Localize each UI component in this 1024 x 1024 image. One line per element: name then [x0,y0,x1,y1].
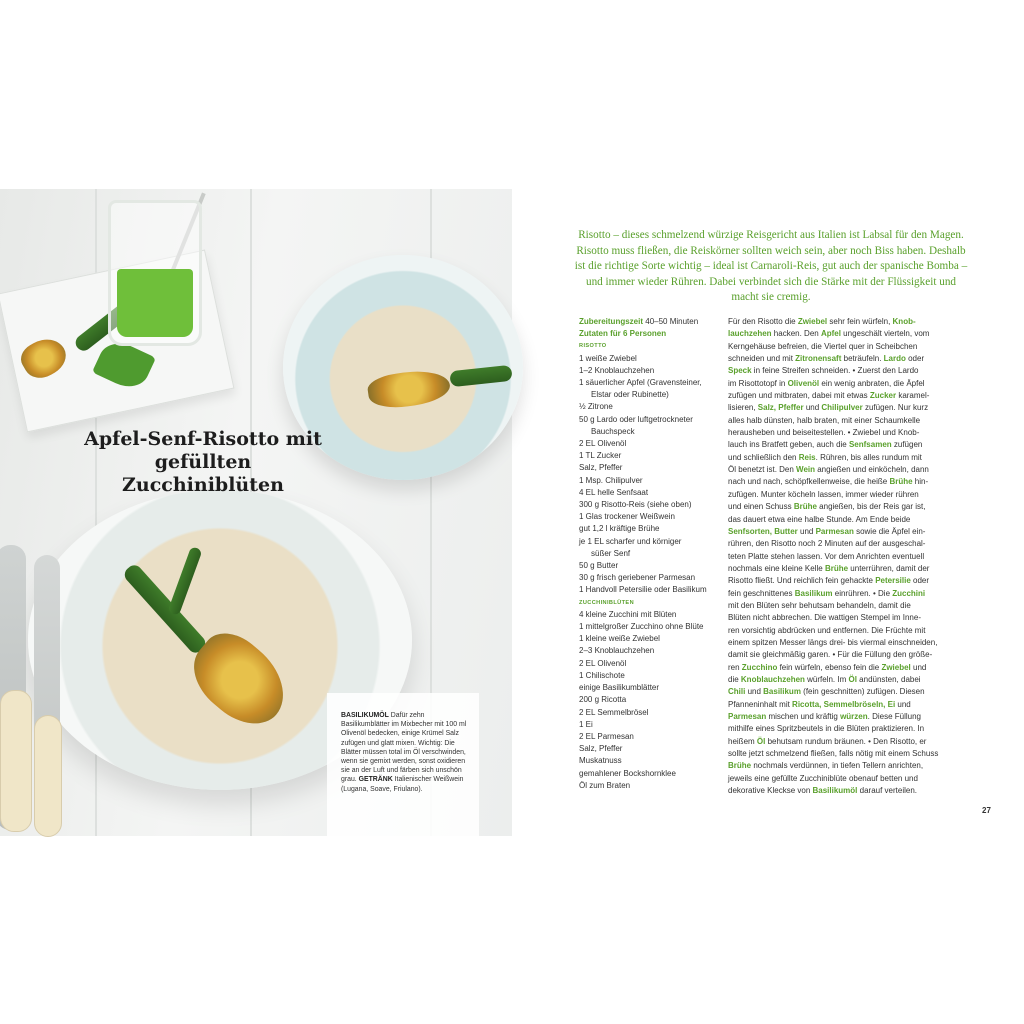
instruction-line [728,328,952,340]
instruction-line [728,551,952,563]
ingredient-highlight: Ricotta, Semmelbröseln, Ei [792,699,896,709]
ingredient-item: 50 g Butter [579,561,619,571]
instruction-text: damit sie gleichmäßig garen. • Für die Füllung den größe- [728,650,933,660]
instruction-text: dekorative Kleckse von [728,786,813,796]
ingredient-highlight: Zwiebel [881,662,911,672]
ingredient-item: 30 g frisch geriebener Parmesan [579,573,696,583]
instruction-text: mischen und kräftig [766,712,841,721]
servings: Zutaten für 6 Personen [579,329,667,339]
instruction-text: einrühren. • Die [832,588,893,598]
instruction-line [728,402,952,414]
instruction-text: hacken. Den [771,329,821,339]
instruction-line [728,476,952,488]
instruction-text: (fein geschnitten) zufügen. Diesen [800,687,925,697]
instruction-text: teten Platte stehen lassen. Vor dem Anrichten eventuell [728,551,925,561]
ingredient-item: 1 TL Zucker [579,451,622,461]
ingredient-highlight: Knoblauchzehen [740,674,805,684]
instruction-text: beträufeln. [841,354,884,364]
ingredient-highlight: Brühe [824,563,849,573]
instruction-text: zufügen. Nur kurz [862,403,929,413]
instruction-text: herausheben und beiseitestellen. • Zwiebel und Knob- [728,428,920,438]
instruction-text: ren vorsichtig abdrücken und entfernen. Die Früchte mit [728,625,926,635]
ingredient-highlight: lauchzehen [728,329,772,339]
instruction-line [728,427,952,439]
ingredient-item: 2–3 Knoblauchzehen [579,646,655,656]
ingredient-item: Elstar oder Rubinette) [591,390,669,400]
ingredient-item: 1 kleine weiße Zwiebel [579,634,660,644]
instruction-text: und [803,403,822,413]
instruction-line [728,538,952,550]
ingredient-highlight: Zucchini [892,588,926,598]
page-number: 27 [982,806,991,815]
instruction-line [728,699,952,711]
ingredient-item: 2 EL Parmesan [579,731,634,741]
instruction-text: würfeln. Im [804,674,849,684]
ingredient-item: 2 EL Olivenöl [579,658,627,668]
ingredient-highlight: Chilipulver [821,403,863,413]
instruction-line [728,723,952,735]
instruction-text: zufügen und mitbraten, dabei mit etwas [728,391,870,401]
instruction-text: hin- [912,477,929,487]
instruction-text: und [745,687,764,697]
ingredient-item: Salz, Pfeffer [579,463,623,473]
instruction-line [728,785,952,797]
instruction-line [728,563,952,575]
instruction-line [728,526,952,538]
instruction-text: Pfanneninhalt mit [728,699,793,709]
instruction-text: rühren, den Risotto noch 2 Minuten auf der ausgeschal- [728,539,926,549]
instruction-text: sowie die Äpfel ein- [853,526,926,536]
ingredient-item: Salz, Pfeffer [579,744,623,754]
instruction-text: ungeschält vierteln, vom [840,329,930,339]
instruction-line [728,637,952,649]
instruction-line [728,748,952,760]
ingredient-item: 1 weiße Zwiebel [579,353,637,363]
instruction-line [728,353,952,365]
ingredient-item: Muskatnuss [579,756,622,766]
instruction-text: und [797,526,816,536]
ingredient-highlight: Olivenöl [787,378,820,388]
instruction-text: im Risottotopf in [728,378,788,388]
ingredient-highlight: Basilikumöl [812,786,858,796]
sidebar-note [341,711,473,794]
instruction-text: Öl benetzt ist. Den [728,465,797,475]
instruction-text: einem spitzen Messer längs drei- bis viermal einschneiden, [728,637,938,647]
ingredient-item: 2 EL Olivenöl [579,439,627,449]
instruction-text: zufügen [891,440,923,450]
note-label-basilikumoel: BASILIKUMÖL [341,712,389,719]
instruction-text: schneiden und mit [728,354,796,364]
prep-time-row [579,316,723,328]
instruction-text: . Rühren, bis alles rundum mit [815,452,922,462]
instruction-text: karamel- [896,391,930,401]
instruction-text: fein geschnittenes [728,588,795,598]
instruction-text: andünsten, dabei [856,674,921,684]
ingredient-highlight: Öl [756,736,766,746]
instruction-line [728,464,952,476]
instruction-text: sollte jetzt schmelzend fließen, falls nötig mit einem Schuss [728,749,939,759]
instruction-text: oder [905,354,925,364]
recipe-title: Apfel-Senf-Risotto mit gefüllten Zucchiniblüten [84,428,322,496]
ingredient-highlight: Zitronensaft [795,354,842,364]
instruction-line [728,501,952,513]
instruction-text: heißem [728,736,757,746]
ingredient-highlight: Senfsamen [848,440,892,450]
instruction-text: die [728,674,741,684]
instruction-text: lisieren, [728,403,758,413]
instruction-line [728,736,952,748]
ingredient-highlight: Parmesan [815,526,854,536]
instruction-text: darauf verteilen. [857,786,917,796]
instruction-text: und [910,662,927,672]
instruction-text: nochmals eine kleine Kelle [728,563,825,573]
prep-label: Zubereitungszeit [579,317,644,326]
instructions-column [728,316,952,797]
ingredient-highlight: Speck [728,366,752,376]
instruction-line [728,662,952,674]
instruction-line [728,452,952,464]
ingredient-item: 1–2 Knoblauchzehen [579,365,655,375]
ingredient-item: Bauchspeck [591,426,635,436]
ingredient-item: 200 g Ricotta [579,695,627,705]
instruction-text: unterrühren, damit der [848,563,930,573]
ingredient-highlight: Zucker [869,391,897,401]
instruction-text: Risotto fließt. Und reichlich fein gehackte [728,576,876,586]
ingredient-highlight: Chili [728,687,746,697]
note-text-basilikumoel: Dafür zehn Basilikumblätter im Mixbecher mit 100 ml Olivenöl bedecken, einige Krümel Salz zufügen und glatt mixen. Wichtig: Die Blätter müssen total im Öl verschwinden, wenn sie gemixt werden, sonst oxidieren sie an der Luft und färben sich unschön grau. [341,712,467,784]
ingredient-highlight: Zwiebel [797,317,828,326]
instruction-text: nach und nach, schöpfkellenweise, die heiße [728,477,890,487]
note-label-getraenk: GETRÄNK [358,776,393,784]
instruction-line [728,625,952,637]
instruction-line [728,415,952,427]
instruction-line [728,612,952,624]
ingredient-item: 1 Handvoll Petersilie oder Basilikum [579,585,707,595]
instruction-line [728,686,952,698]
ingredient-item: je 1 EL scharfer und körniger [579,536,682,546]
prep-value: 40–50 Minuten [645,317,699,326]
instruction-line [728,773,952,785]
ingredient-highlight: Petersilie [875,576,911,586]
basil-oil [117,269,193,337]
instruction-text: fein würfeln, ebenso fein die [777,662,882,672]
ingredient-highlight: Lardo [883,354,906,364]
note-text-getraenk: Italienischer Weißwein (Lugana, Soave, Friulano). [341,776,464,793]
ingredient-highlight: Apfel [820,329,841,339]
ingredient-highlight: Brühe [793,502,817,512]
instruction-line [728,489,952,501]
intro-paragraph: Risotto – dieses schmelzend würzige Reisgericht aus Italien ist Labsal für den Magen. Risotto muss fließen, die Reiskörner sollten weich sein, aber noch Biss haben. Deshalb ist die richtige Sorte wichtig – ideal ist Carnaroli-Reis, gut auch der spanische Bomba – und immer wieder Rühren. Dabei verbindet sich die Stärke mit der Flüssigkeit und macht sie cremig. [574,229,968,304]
ingredient-highlight: Basilikum [794,588,833,598]
instruction-text: lauch ins Bratfett geben, auch die [728,440,849,450]
ingredient-highlight: würzen [840,712,868,721]
instruction-text: Blüten nicht abbrechen. Die wattigen Stempel im Inne- [728,613,921,623]
instruction-text: ein wenig anbraten, die Äpfel [819,378,925,388]
instruction-text: angießen, bis der Reis gar ist, [816,502,926,512]
instruction-text: behutsam rundum bräunen. • Den Risotto, er [765,736,927,746]
ingredient-highlight: Parmesan [728,712,767,721]
instruction-text: alles halb dünsten, halb braten, mit einer Schaumkelle [728,415,921,425]
ingredient-item: einige Basilikumblätter [579,683,660,693]
ingredient-highlight: Brühe [889,477,913,487]
ingredient-item: 4 EL helle Senfsaat [579,487,649,497]
instruction-line [728,390,952,402]
ingredient-highlight: Reis [798,452,816,462]
instruction-text: oder [910,576,929,586]
ingredient-item: 1 Msp. Chilipulver [579,475,643,485]
instruction-text: das dauert etwa eine halbe Stunde. Am Ende beide [728,514,911,524]
ingredients-column [579,316,723,792]
section-risotto-heading: RISOTTO [579,343,607,350]
ingredient-item: gut 1,2 l kräftige Brühe [579,524,660,534]
instruction-text: und schließlich den [728,452,799,462]
instruction-line [728,600,952,612]
ingredient-item: Öl zum Braten [579,780,631,790]
instruction-line [728,588,952,600]
instruction-text: mit den Blüten sehr behutsam behandeln, damit die [728,600,911,610]
instruction-text: Kerngehäuse befreien, die Viertel quer in Scheibchen [728,341,918,351]
instruction-line [728,365,952,377]
ingredient-highlight: Salz, Pfeffer [757,403,804,413]
ingredient-highlight: Wein [796,465,815,475]
basil-oil-glass [108,200,202,346]
instruction-line [728,674,952,686]
instruction-line [728,711,952,723]
ingredient-item: gemahlener Bockshornklee [579,768,676,778]
instruction-text: in feine Streifen schneiden. • Zuerst den Lardo [751,366,919,376]
instruction-line [728,316,952,328]
section-zucchini-heading: ZUCCHINIBLÜTEN [579,599,635,606]
ingredient-highlight: Senfsorten, Butter [728,526,798,536]
ingredient-item: 2 EL Semmelbrösel [579,707,649,717]
instruction-line [728,341,952,353]
ingredient-highlight: Basilikum [763,687,801,697]
ingredient-item: 1 Chilischote [579,670,625,680]
ingredient-highlight: Brühe [728,761,752,771]
ingredient-item: 1 Glas trockener Weißwein [579,512,675,522]
instruction-line [728,760,952,772]
ingredient-item: 4 kleine Zucchini mit Blüten [579,609,677,619]
ingredient-item: 1 säuerlicher Apfel (Gravensteiner, [579,378,702,388]
instruction-text: und [895,699,911,709]
instruction-line [728,378,952,390]
ingredient-highlight: Zucchino [741,662,778,672]
ingredient-item: süßer Senf [591,548,631,558]
instruction-text: . Diese Füllung [867,712,921,721]
ingredients-risotto-list [579,353,723,597]
ingredient-item: ½ Zitrone [579,402,613,412]
instruction-text: nochmals verdünnen, in tiefen Tellern anrichten, [751,761,924,771]
ingredient-item: 50 g Lardo oder luftgetrockneter [579,414,693,424]
instruction-text: sehr fein würfeln, [827,317,893,326]
instruction-text: jeweils eine gefüllte Zucchiniblüte obenauf betten und [728,773,918,783]
instruction-text: angießen und einköcheln, dann [815,465,929,475]
instruction-text: mithilfe eines Spritzbeutels in die Blüten praktizieren. In [728,724,925,734]
instruction-text: zufügen. Munter köcheln lassen, immer wieder rühren [728,489,919,499]
knife-handle [0,690,32,832]
ingredient-item: 300 g Risotto-Reis (siehe oben) [579,500,692,510]
ingredient-highlight: Öl [848,674,857,684]
ingredient-highlight: Knob- [892,317,916,326]
fork-handle [34,715,62,837]
instruction-text: ren [728,662,742,672]
instruction-line [728,439,952,451]
instruction-line [728,514,952,526]
ingredient-item: 1 Ei [579,719,593,729]
instruction-text: und einen Schuss [728,502,794,512]
ingredients-zucchini-list [579,609,723,792]
instruction-text: Für den Risotto die [728,317,798,326]
instruction-line [728,649,952,661]
instruction-line [728,575,952,587]
ingredient-item: 1 mittelgroßer Zucchino ohne Blüte [579,622,704,632]
